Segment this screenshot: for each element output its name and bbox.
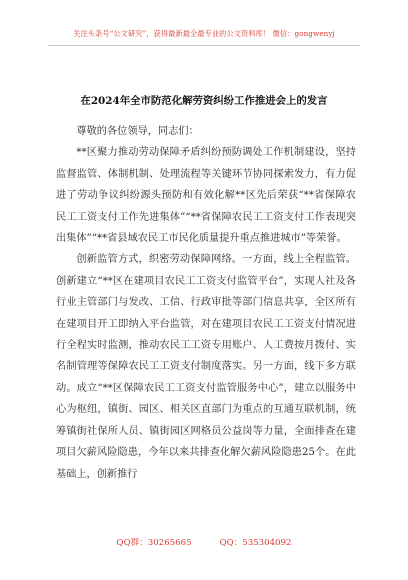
greeting: 尊敬的各位领导，同志们：: [76, 126, 199, 137]
footer-contact: [0, 536, 408, 548]
document-title: 在2024年全市防范化解劳资纠纷工作推进会上的发言: [80, 95, 328, 107]
footer-qq: QQ：535304092: [219, 538, 292, 548]
paragraph-1: **区聚力推动劳动保障矛盾纠纷预防调处工作机制建设，坚持监督监管、体制机制、处理流程等关键环节协同探索发力，有力促进了劳动争议纠纷源头预防和有效化解**区先后荣获“**省保障农民工工资支付工作先进集体”“**省保障农民工工资支付工作表现突出集体”“**省县域农民工市民化质量提升重点推进城市”等荣誉。: [56, 147, 356, 245]
footer-qq-group: QQ群：30265665: [116, 538, 192, 548]
header-divider: [48, 45, 360, 46]
paragraph-2: 创新监管方式，织密劳动保障网络。一方面，线上全程监管。创新建立“**区在建项目农民工工资支付监管平台”，实现人社及各行业主管部门与发改、工信、行政审批等部门信息共享，全区所有在建项目开工即纳入平台监管，对在建项目农民工工资支付情况进行全程实时监测，推动农民工工资专用账户、人工费按月拨付、实名制管理等保障农民工工资支付制度落实。另一方面，线下多方联动。成立“**区保障农民工工资支付监管服务中心”，建立以服务中心为枢纽，镇街、园区、相关区直部门为重点的互通互联机制，统筹镇街社保所人员、镇街园区网格员公益岗等力量，全面排查在建项目欠薪风险隐患，今年以来共排查化解欠薪风险隐患25个。在此基础上，创新推行: [56, 254, 356, 480]
header-watermark-note: 关注头条号“公文研究”，获得最新最全最专业的公文资料库！ 微信：gongwenyj: [73, 29, 335, 38]
document-body: [56, 121, 356, 485]
